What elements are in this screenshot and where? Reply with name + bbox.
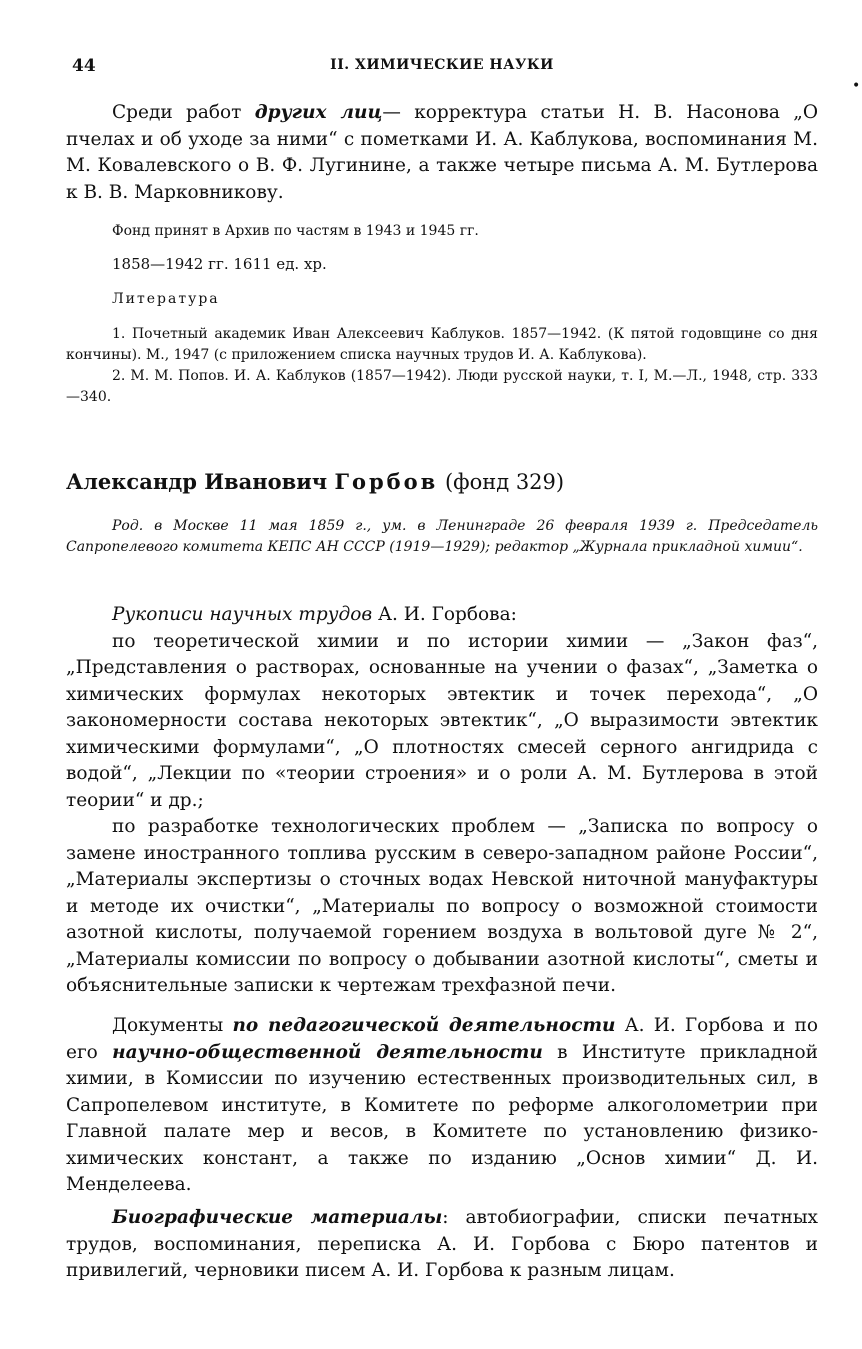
biographical-italic: Биографические материалы	[112, 1207, 443, 1228]
person-surname: Горбов	[334, 469, 439, 494]
literature-item-2: 2. М. М. Попов. И. А. Каблуков (1857—1942). Люди русской науки, т. I, М.—Л., 1948, стр. 333—340.	[66, 368, 818, 405]
person-bio: Род. в Москве 11 мая 1859 г., ум. в Ленинграде 26 февраля 1939 г. Председатель Сапропелевого комитета КЕПС АН СССР (1919—1929); редактор „Журнала прикладной химии“.	[66, 518, 818, 555]
documents-it2: научно-общественной деятельности	[112, 1041, 543, 1063]
biographical-paragraph	[66, 1205, 818, 1285]
documents-p3: в Институте прикладной химии, в Комиссии по изучению естественных производительных сил, в Сапропелевом институте, в Комитете по реформе алкоголометрии при Главной палате мер и весов, в Комитете по установлению физико-химических констант, а также по изданию „Основ химии“ Д. И. Менделеева.	[66, 1041, 818, 1195]
manuscripts-section	[66, 602, 818, 1000]
documents-p1: Документы	[112, 1015, 233, 1036]
person-fond: (фонд 329)	[438, 470, 565, 494]
documents-paragraph	[66, 1013, 818, 1199]
manuscripts-theory: по теоретической химии и по истории химии — „Закон фаз“, „Представления о растворах, основанные на учении о фазах“, „Заметка о химических формулах некоторых эвтектик и точек перехода“, „О закономерности состава некоторых эвтектик“, „О выразимости эвтектик химическими формулами“, „О плотностях смесей серного ангидрида с водой“, „Лекции по «теории строения» и о роли А. М. Бутлерова в этой теории“ и др.;	[66, 630, 818, 811]
section-title: II. ХИМИЧЕСКИЕ НАУКИ	[330, 57, 554, 73]
person-bio-block	[66, 516, 818, 558]
stray-mark: •	[852, 78, 861, 94]
documents-p2: А. И. Горбова и по его	[66, 1015, 819, 1063]
intro-italic: других лиц	[254, 102, 383, 123]
manuscripts-heading-italic: Рукописи научных трудов	[112, 604, 373, 625]
intro-paragraph	[66, 100, 818, 206]
manuscripts-technology: по разработке технологических проблем — „Записка по вопросу о замене иностранного топлива русским в северо-западном районе России“, „Материалы экспертизы о сточных водах Невской ниточной мануфактуры и методе их очистки“, „Материалы по вопросу о возможной стоимости азотной кислоты, получаемой горением воздуха в вольтовой дуге № 2“, „Материалы комиссии по вопросу о добывании азотной кислоты“, сметы и объяснительные записки к чертежам трехфазной печи.	[66, 816, 818, 996]
page-number: 44	[72, 56, 96, 76]
literature-block	[66, 289, 818, 310]
biographical-text: : автобиографии, списки печатных трудов, воспоминания, переписка А. И. Горбова с Бюро патентов и привилегий, черновики писем А. И. Горбова к разным лицам.	[66, 1207, 818, 1281]
fond-accepted-block	[66, 221, 818, 242]
person-name: Александр Иванович	[66, 469, 335, 494]
intro-text: — корректура статьи Н. В. Насонова „О пчелах и об уходе за ними“ с пометками И. А. Каблукова, воспоминания М. М. Ковалевского о В. Ф. Лугинине, а также четыре письма А. М. Бутлерова к В. В. Марковникову.	[66, 102, 819, 203]
documents-it1: по педагогической деятельности	[232, 1015, 616, 1036]
literature-list	[66, 324, 818, 408]
person-heading	[66, 469, 818, 494]
running-head	[66, 56, 818, 78]
intro-prefix: Среди работ	[112, 102, 255, 123]
fond-range: 1858—1942 гг. 1611 ед. хр.	[112, 255, 327, 273]
fond-accepted: Фонд принят в Архив по частям в 1943 и 1945 гг.	[112, 223, 479, 239]
fond-range-block	[66, 254, 818, 275]
literature-item-1: 1. Почетный академик Иван Алексеевич Каблуков. 1857—1942. (К пятой годовщине со дня кончины). М., 1947 (с приложением списка научных трудов И. А. Каблукова).	[66, 326, 818, 363]
literature-label: Литература	[112, 291, 220, 307]
manuscripts-heading-rest: А. И. Горбова:	[372, 604, 517, 625]
